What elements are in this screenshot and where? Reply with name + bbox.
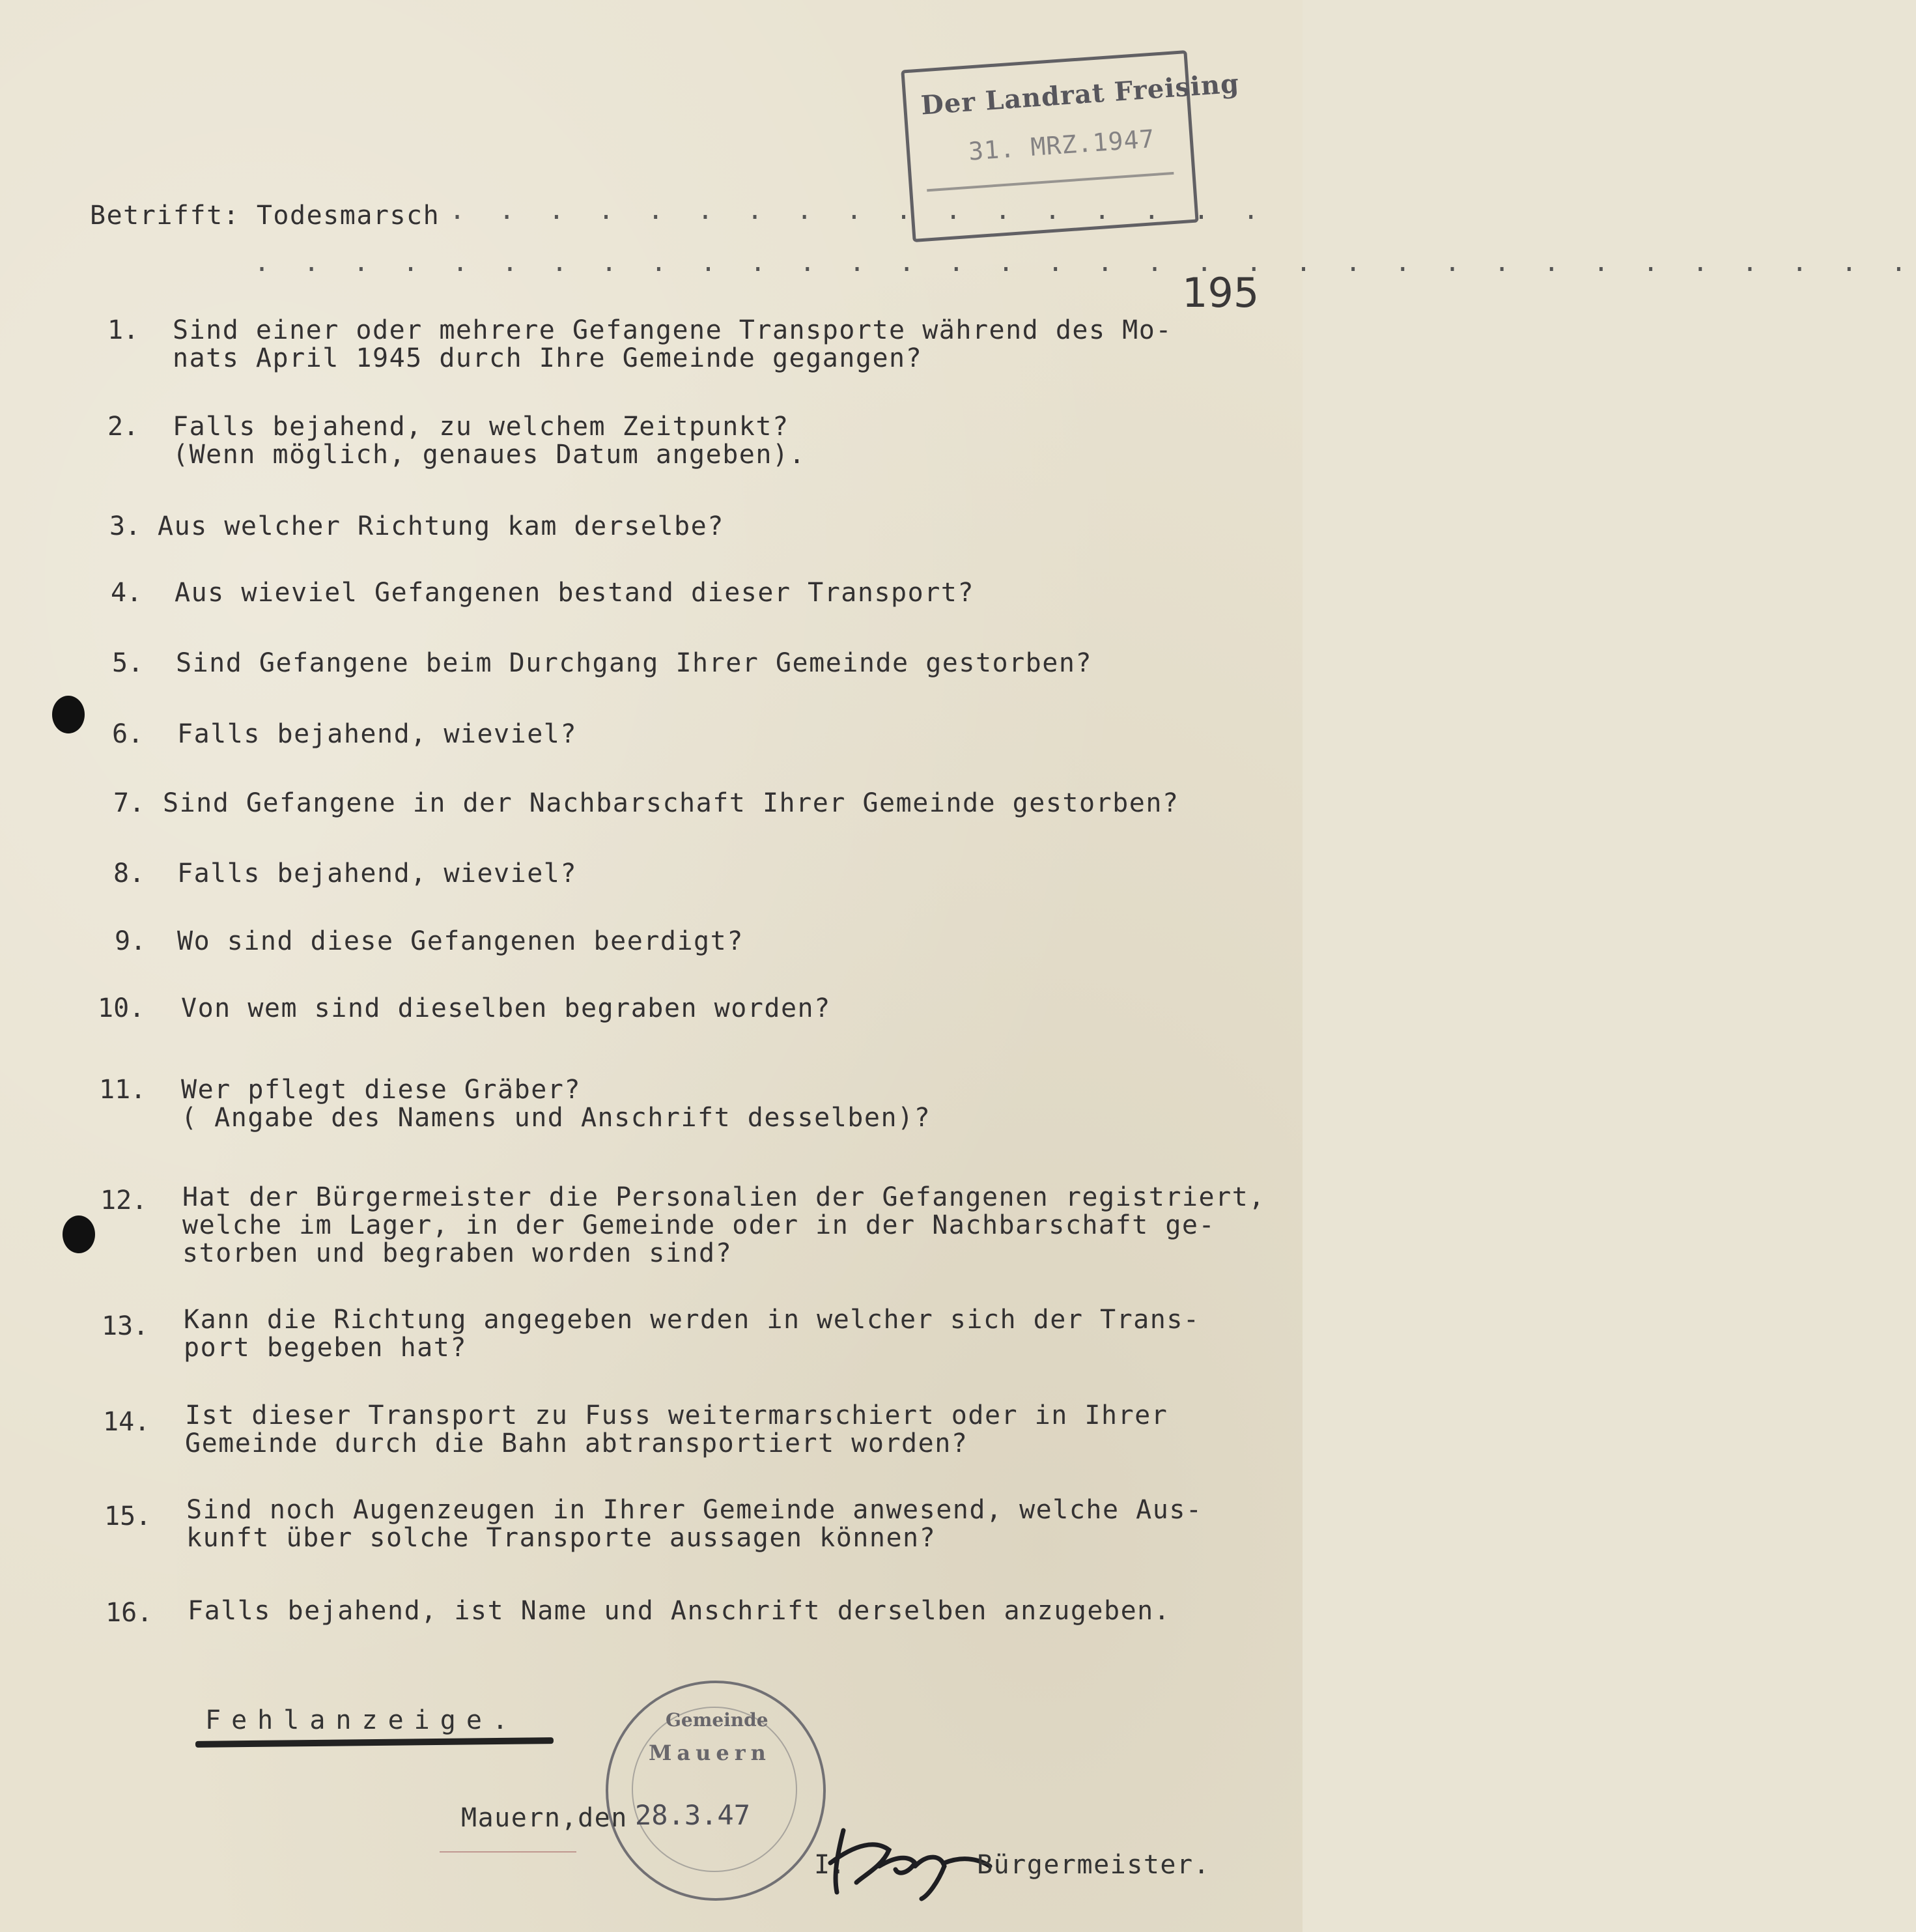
question-text-line: Sind Gefangene in der Nachbarschaft Ihrer Gemeinde gestorben? [163, 788, 1179, 818]
question-number: 2. [107, 412, 139, 442]
question-text-line: (Wenn möglich, genaues Datum angeben). [173, 440, 806, 470]
place-label: Mauern,den [461, 1803, 628, 1833]
response-underline [195, 1737, 554, 1748]
question-text-line: ( Angabe des Namens und Anschrift desselben)? [181, 1103, 931, 1133]
question-text-line: Falls bejahend, ist Name und Anschrift derselben anzugeben. [188, 1596, 1171, 1626]
municipal-seal [606, 1681, 826, 1901]
punch-hole-top [52, 696, 85, 733]
question-number: 16. [106, 1598, 153, 1628]
question-text-line: kunft über solche Transporte aussagen können? [186, 1523, 937, 1553]
question-number: 4. [111, 578, 143, 608]
question-text-line: Falls bejahend, wieviel? [177, 859, 577, 888]
question-text-line: Sind Gefangene beim Durchgang Ihrer Gemeinde gestorben? [176, 648, 1093, 678]
question-text-line: port begeben hat? [184, 1333, 467, 1363]
question-text-line: Sind einer oder mehrere Gefangene Transporte während des Mo- [173, 315, 1172, 345]
punch-hole-bottom [63, 1215, 95, 1253]
seal-inner-ring [632, 1707, 797, 1872]
stamp-authority: Der Landrat Freising [920, 68, 1241, 121]
dot-leader-1: . . . . . . . . . . . . . . . . . [449, 195, 1268, 225]
question-text-line: Falls bejahend, wieviel? [177, 719, 577, 749]
question-text-line: Hat der Bürgermeister die Personalien der Gefangenen registriert, [182, 1182, 1265, 1212]
question-number: 3. [109, 511, 141, 541]
question-number: 13. [102, 1311, 149, 1341]
subject-line: Betrifft: Todesmarsch [90, 201, 440, 231]
question-text-line: Von wem sind dieselben begraben worden? [181, 993, 831, 1023]
role-prefix: I. [814, 1850, 846, 1880]
question-number: 9. [115, 926, 147, 956]
question-text-line: Aus wieviel Gefangenen bestand dieser Transport? [175, 578, 974, 608]
question-text-line: storben und begraben worden sind? [182, 1238, 733, 1268]
question-number: 14. [103, 1407, 150, 1437]
response-fehlanzeige: Fehlanzeige. [205, 1705, 518, 1735]
question-number: 12. [100, 1186, 148, 1215]
page-number: 195 [1182, 269, 1260, 317]
question-number: 6. [112, 719, 144, 749]
question-number: 11. [99, 1075, 147, 1105]
question-number: 8. [113, 859, 145, 888]
signature-mark [817, 1804, 993, 1902]
question-text-line: Kann die Richtung angegeben werden in welcher sich der Trans- [184, 1305, 1200, 1335]
question-number: 10. [98, 993, 145, 1023]
stamp-rule [927, 172, 1174, 192]
question-text-line: nats April 1945 durch Ihre Gemeinde gegangen? [173, 343, 923, 373]
question-text-line: Falls bejahend, zu welchem Zeitpunkt? [173, 412, 789, 442]
stamp-date: 31. MRZ.1947 [967, 124, 1156, 166]
seal-text-place: Mauern [649, 1740, 771, 1765]
red-pencil-mark [440, 1851, 576, 1853]
question-text-line: Aus welcher Richtung kam derselbe? [158, 511, 724, 541]
question-text-line: Wer pflegt diese Gräber? [181, 1075, 581, 1105]
question-number: 5. [112, 648, 144, 678]
seal-text-gemeinde: Gemeinde [666, 1709, 768, 1731]
question-text-line: Sind noch Augenzeugen in Ihrer Gemeinde anwesend, welche Aus- [186, 1495, 1203, 1525]
dot-leader-2: . . . . . . . . . . . . . . . . . . . . . . . . . . . . . . . . . . [254, 248, 1916, 277]
role-label: Bürgermeister. [977, 1850, 1211, 1880]
received-stamp [901, 50, 1241, 242]
question-number: 1. [107, 315, 139, 345]
date-value: 28.3.47 [635, 1799, 751, 1831]
question-text-line: welche im Lager, in der Gemeinde oder in der Nachbarschaft ge- [182, 1210, 1216, 1240]
question-text-line: Ist dieser Transport zu Fuss weitermarschiert oder in Ihrer [185, 1400, 1168, 1430]
question-number: 7. [113, 788, 145, 818]
question-text-line: Wo sind diese Gefangenen beerdigt? [177, 926, 744, 956]
question-text-line: Gemeinde durch die Bahn abtransportiert worden? [185, 1428, 968, 1458]
question-number: 15. [104, 1501, 152, 1531]
